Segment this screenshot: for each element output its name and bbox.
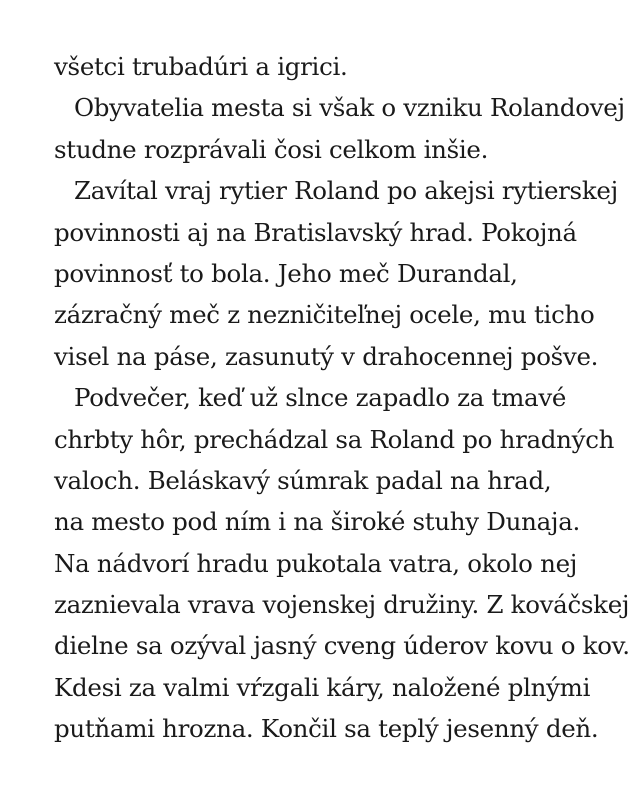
text-line: dielne sa ozýval jasný cveng úderov kovu o kov.: [54, 631, 630, 661]
text-line: všetci trubadúri a igrici.: [54, 52, 348, 81]
text-line: chrbty hôr, prechádzal sa Roland po hradných: [54, 424, 615, 454]
text-line: zaznievala vrava vojenskej družiny. Z kováčskej: [54, 590, 630, 620]
text-line: na mesto pod ním i na široké stuhy Dunaja.: [54, 507, 581, 537]
text-line: Obyvatelia mesta si však o vzniku Rolandovej: [74, 93, 625, 123]
text-line: Podvečer, keď už slnce zapadlo za tmavé: [74, 383, 567, 413]
text-line: visel na páse, zasunutý v drahocennej pošve.: [54, 341, 599, 371]
text-line: putňami hrozna. Končil sa teplý jesenný deň.: [54, 714, 599, 744]
text-line: studne rozprávali čosi celkom inšie.: [54, 134, 489, 164]
text-line: zázračný meč z nezničiteľnej ocele, mu ticho: [54, 300, 595, 330]
text-line: valoch. Beláskavý súmrak padal na hrad,: [54, 465, 552, 495]
text-line: Kdesi za valmi vŕzgali káry, naložené plnými: [54, 672, 591, 702]
text-line: povinnosti aj na Bratislavský hrad. Pokojná: [54, 217, 577, 247]
paragraph: [54, 170, 618, 377]
text-line: Zavítal vraj rytier Roland po akejsi rytierskej: [74, 176, 618, 206]
paragraph: [54, 87, 625, 170]
text-line: Na nádvorí hradu pukotala vatra, okolo nej: [54, 548, 578, 578]
book-page: [54, 46, 630, 750]
paragraph: [54, 377, 630, 750]
text-line: povinnosť to bola. Jeho meč Durandal,: [54, 258, 518, 288]
paragraph: [54, 46, 614, 87]
